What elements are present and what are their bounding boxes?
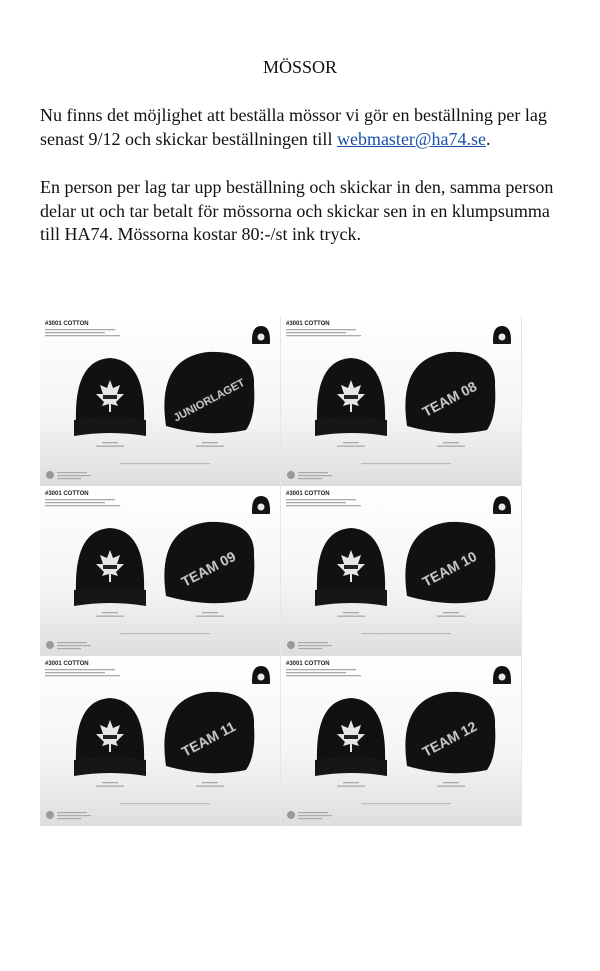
label-side	[190, 611, 230, 619]
beanie-side-view	[399, 346, 499, 438]
fine-print	[286, 498, 406, 508]
beanie-front-view	[311, 352, 391, 438]
beanie-front-view	[70, 692, 150, 778]
product-name: #3001 COTTON	[45, 321, 89, 327]
fine-print	[286, 668, 406, 678]
beanie-side-view	[158, 346, 258, 438]
brand-logo	[286, 640, 336, 650]
page-title: MÖSSOR	[262, 57, 338, 77]
mockup-sheet	[40, 656, 281, 826]
instructions-paragraph: En person per lag tar upp beställning och skickar in den, samma person delar ut och tar betalt för mössorna och skickar sen in en klumpsumma till HA74. Mössorna kostar 80:-/st ink tryck.	[40, 177, 554, 244]
intro-text-end: .	[485, 128, 491, 149]
beanie-thumbnail	[491, 324, 513, 346]
label-side	[431, 781, 471, 789]
beanie-side-view	[158, 686, 258, 778]
mockup-sheet	[40, 316, 281, 486]
beanie-thumbnail	[250, 664, 272, 686]
fine-print	[45, 328, 165, 338]
fine-print	[45, 668, 165, 678]
beanie-front-view	[311, 692, 391, 778]
beanie-thumbnail	[491, 664, 513, 686]
label-front	[90, 781, 130, 789]
product-name: #3001 COTTON	[286, 321, 330, 327]
label-front	[331, 781, 371, 789]
beanie-thumbnail	[491, 494, 513, 516]
beanie-side-view	[399, 516, 499, 608]
fine-print	[45, 498, 165, 508]
side-print-text: TEAM 10	[419, 547, 480, 590]
intro-paragraph	[40, 104, 565, 151]
beanie-thumbnail	[250, 324, 272, 346]
brand-logo	[45, 470, 95, 480]
label-side	[190, 441, 230, 449]
side-print-text: TEAM 08	[419, 377, 480, 420]
label-front	[90, 611, 130, 619]
mockup-sheet	[281, 656, 522, 826]
beanie-side-view	[399, 686, 499, 778]
brand-logo	[45, 640, 95, 650]
fine-print	[120, 632, 210, 635]
label-front	[90, 441, 130, 449]
beanie-front-view	[311, 522, 391, 608]
product-name: #3001 COTTON	[286, 491, 330, 497]
label-side	[431, 441, 471, 449]
label-side	[431, 611, 471, 619]
brand-logo	[286, 810, 336, 820]
fine-print	[361, 462, 451, 465]
label-side	[190, 781, 230, 789]
brand-logo	[286, 470, 336, 480]
beanie-front-view	[70, 522, 150, 608]
mockup-sheet	[281, 316, 522, 486]
product-name: #3001 COTTON	[286, 661, 330, 667]
product-name: #3001 COTTON	[45, 661, 89, 667]
beanie-thumbnail	[250, 494, 272, 516]
fine-print	[361, 802, 451, 805]
fine-print	[120, 462, 210, 465]
label-front	[331, 611, 371, 619]
intro-text: Nu finns det möjlighet att beställa mössor vi gör en beställning per lag senast 9/12 och skickar beställningen till	[40, 105, 547, 149]
side-print-text: JUNIORLAGET	[171, 376, 248, 425]
email-link[interactable]: webmaster@ha74.se	[336, 128, 486, 149]
side-print-text: TEAM 12	[419, 717, 480, 760]
side-print-text: TEAM 11	[178, 718, 238, 760]
mockup-sheet	[281, 486, 522, 656]
beanie-side-view	[158, 516, 258, 608]
fine-print	[120, 802, 210, 805]
mockup-sheet	[40, 486, 281, 656]
brand-logo	[45, 810, 95, 820]
fine-print	[361, 632, 451, 635]
beanie-front-view	[70, 352, 150, 438]
label-front	[331, 441, 371, 449]
product-name: #3001 COTTON	[45, 491, 89, 497]
mockup-grid	[40, 316, 522, 826]
fine-print	[286, 328, 406, 338]
side-print-text: TEAM 09	[178, 547, 239, 590]
